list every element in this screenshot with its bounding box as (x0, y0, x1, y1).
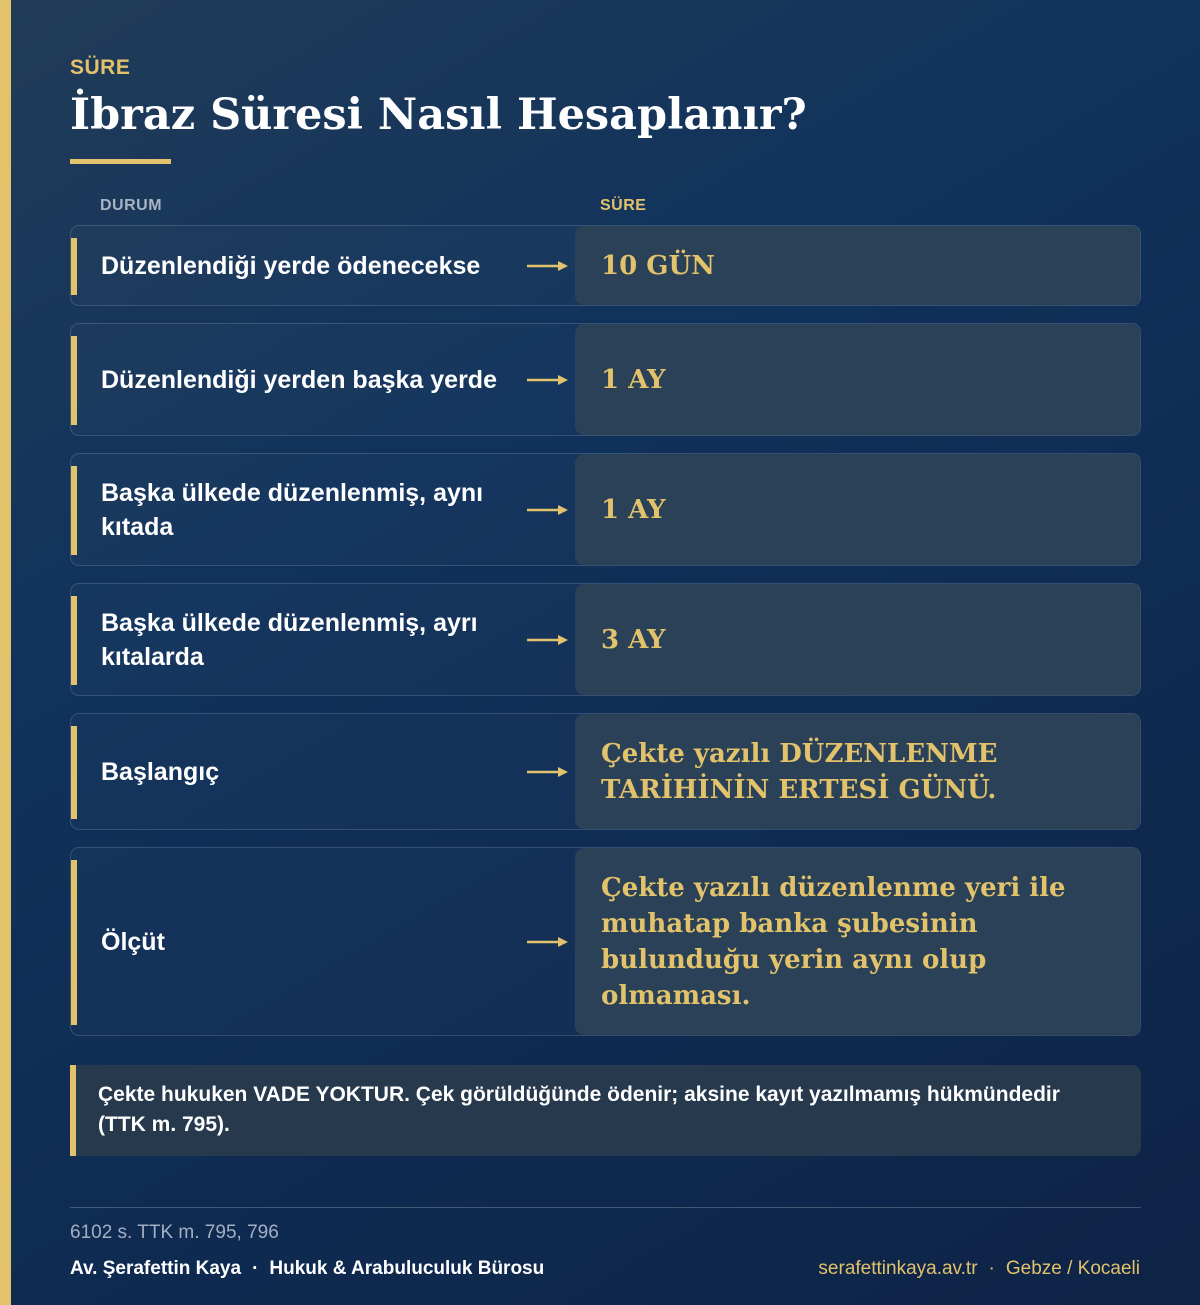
table-row (70, 713, 1141, 830)
row-value-panel (575, 324, 1140, 435)
table-row (70, 583, 1141, 696)
arrow-right-icon (527, 633, 569, 647)
footer-reference: 6102 s. TTK m. 795, 796 (70, 1222, 279, 1243)
row-value-panel (575, 848, 1140, 1035)
row-value: 1 AY (601, 364, 666, 395)
row-marker (71, 466, 77, 555)
row-value-panel (575, 454, 1140, 565)
table-row (70, 323, 1141, 436)
footer-divider (70, 1207, 1141, 1208)
row-value-panel (575, 584, 1140, 695)
table-row (70, 847, 1141, 1036)
footer-website: serafettinkaya.av.tr (818, 1258, 978, 1279)
row-value: 10 GÜN (601, 250, 715, 281)
row-marker (71, 726, 77, 819)
footer-author: Av. Şerafettin Kaya (70, 1258, 242, 1279)
column-header-durum: DURUM (100, 197, 163, 214)
row-value: 1 AY (601, 494, 666, 525)
arrow-right-icon (527, 259, 569, 273)
row-value: Çekte yazılı DÜZENLENME TARİHİNİN ERTESİ GÜNÜ. (601, 738, 998, 805)
row-marker (71, 596, 77, 685)
row-label: Başka ülkede düzenlenmiş, ayrı kıtalarda (101, 608, 478, 671)
footer-separator: · (988, 1258, 995, 1279)
page-title: İbraz Süresi Nasıl Hesaplanır? (70, 90, 807, 140)
row-value: 3 AY (601, 624, 666, 655)
footer-separator: · (252, 1258, 259, 1279)
row-marker (71, 860, 77, 1025)
column-header-sure: SÜRE (600, 197, 647, 214)
title-underline (70, 159, 171, 164)
note-marker (70, 1065, 76, 1156)
row-marker (71, 336, 77, 425)
row-label: Başka ülkede düzenlenmiş, aynı kıtada (101, 478, 484, 541)
footer-location: Gebze / Kocaeli (1005, 1258, 1140, 1279)
arrow-right-icon (527, 503, 569, 517)
note-text: Çekte hukuken VADE YOKTUR. Çek görüldüğünde ödenir; aksine kayıt yazılmamış hükmündedir (TTK m. 795). (98, 1083, 1060, 1136)
arrow-right-icon (527, 765, 569, 779)
row-marker (71, 238, 77, 295)
left-accent-bar (0, 0, 11, 1305)
arrow-right-icon (527, 373, 569, 387)
section-eyebrow: SÜRE (70, 56, 131, 79)
row-value-panel (575, 226, 1140, 305)
table-row (70, 225, 1141, 306)
footer-attribution (70, 1258, 544, 1280)
row-label: Başlangıç (101, 757, 220, 786)
info-note (70, 1065, 1141, 1156)
row-label: Ölçüt (101, 927, 165, 956)
row-value-panel (575, 714, 1140, 829)
arrow-right-icon (527, 935, 569, 949)
row-label: Düzenlendiği yerde ödenecekse (101, 251, 481, 280)
footer-firm: Hukuk & Arabuluculuk Bürosu (269, 1258, 545, 1279)
row-label: Düzenlendiği yerden başka yerde (101, 365, 497, 394)
footer-contact (818, 1258, 1140, 1280)
table-row (70, 453, 1141, 566)
row-value: Çekte yazılı düzenlenme yeri ile muhatap banka şubesinin bulunduğu yerin aynı olup olmaması. (601, 872, 1066, 1011)
